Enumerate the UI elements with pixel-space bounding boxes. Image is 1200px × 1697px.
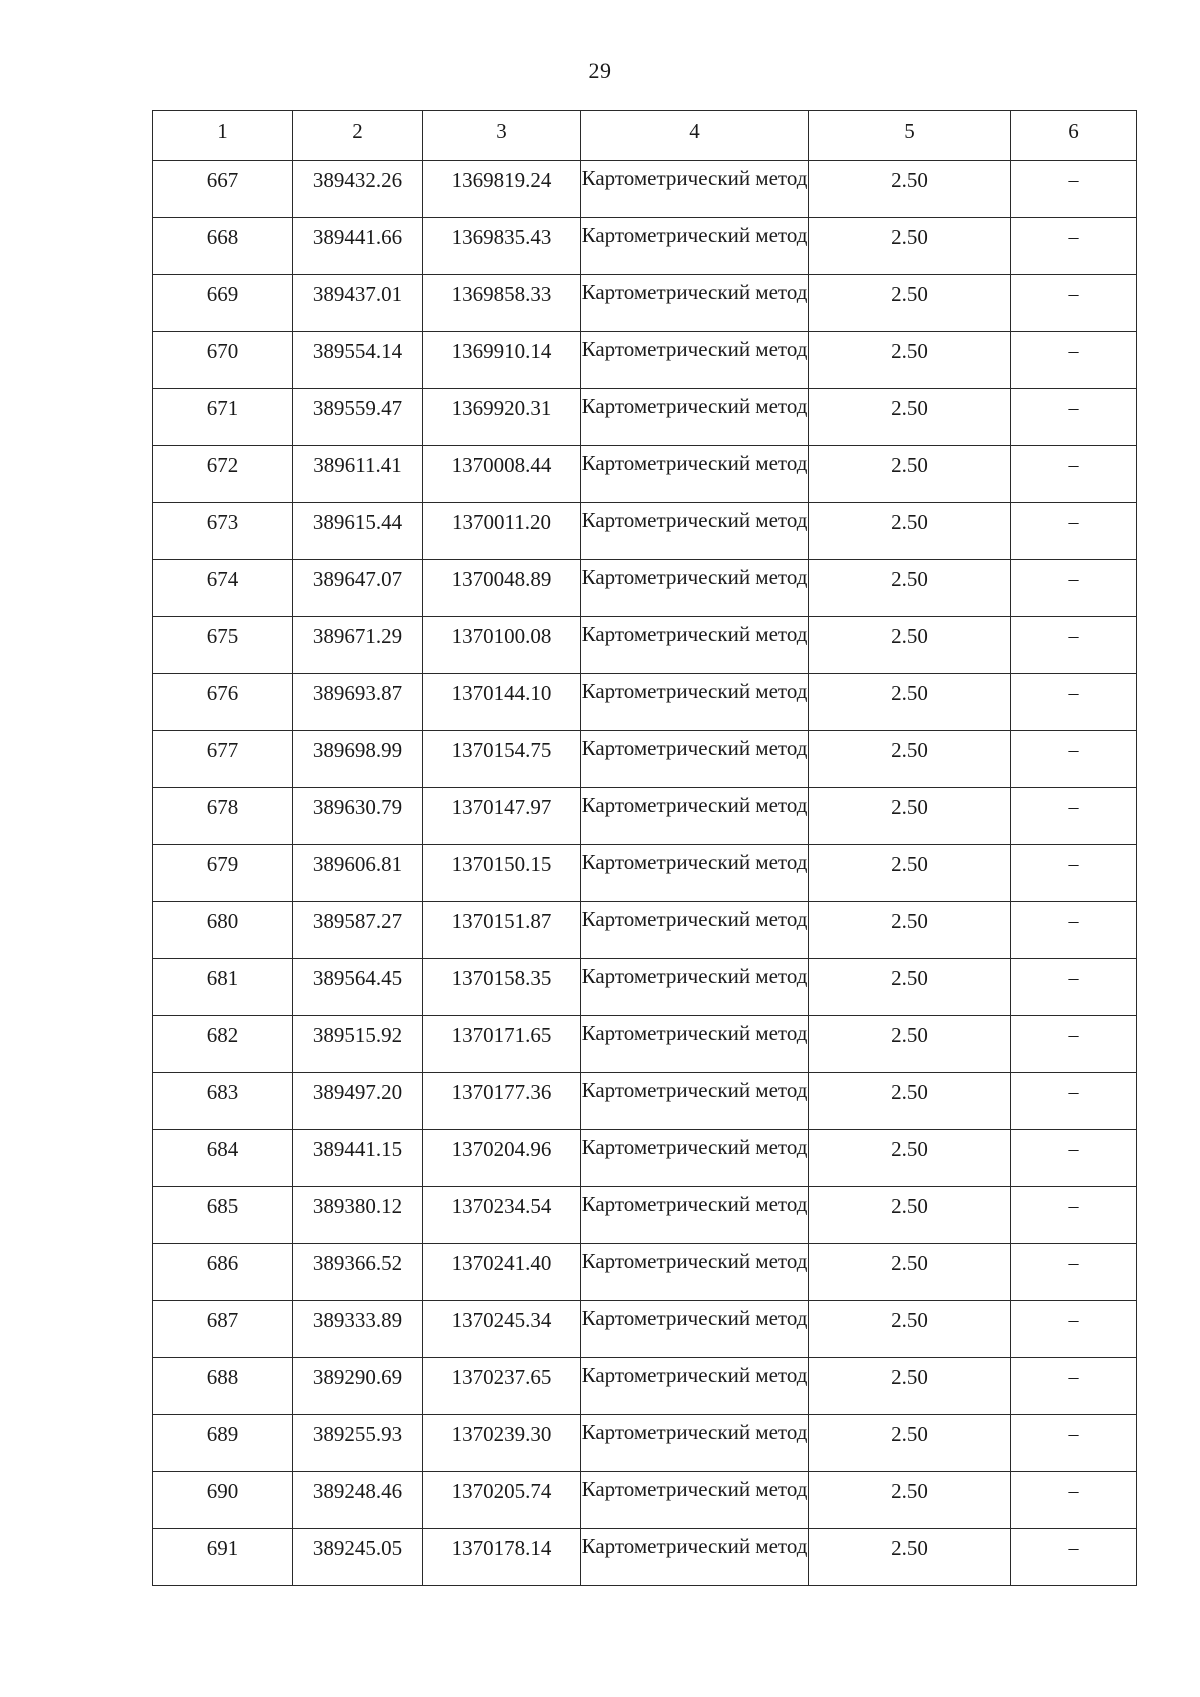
y-coordinate-cell: 1370239.30 — [423, 1415, 581, 1472]
note-cell: – — [1011, 1187, 1137, 1244]
table-row — [153, 1016, 1137, 1073]
header-cell-1: 1 — [153, 111, 293, 161]
table-header — [153, 111, 1137, 161]
point-number-cell: 682 — [153, 1016, 293, 1073]
x-coordinate-cell: 389380.12 — [293, 1187, 423, 1244]
point-number-cell: 683 — [153, 1073, 293, 1130]
y-coordinate-cell: 1370245.34 — [423, 1301, 581, 1358]
accuracy-cell: 2.50 — [809, 218, 1011, 275]
note-cell: – — [1011, 1472, 1137, 1529]
method-cell: Картометрический метод — [581, 1415, 809, 1472]
point-number-cell: 686 — [153, 1244, 293, 1301]
method-cell: Картометрический метод — [581, 788, 809, 845]
note-cell: – — [1011, 1529, 1137, 1586]
table-row — [153, 503, 1137, 560]
table-row — [153, 1073, 1137, 1130]
table-row — [153, 788, 1137, 845]
table-row — [153, 389, 1137, 446]
accuracy-cell: 2.50 — [809, 1187, 1011, 1244]
point-number-cell: 667 — [153, 161, 293, 218]
x-coordinate-cell: 389441.15 — [293, 1130, 423, 1187]
x-coordinate-cell: 389515.92 — [293, 1016, 423, 1073]
point-number-cell: 687 — [153, 1301, 293, 1358]
accuracy-cell: 2.50 — [809, 845, 1011, 902]
accuracy-cell: 2.50 — [809, 560, 1011, 617]
note-cell: – — [1011, 617, 1137, 674]
table-row — [153, 1187, 1137, 1244]
note-cell: – — [1011, 161, 1137, 218]
note-cell: – — [1011, 389, 1137, 446]
accuracy-cell: 2.50 — [809, 902, 1011, 959]
method-cell: Картометрический метод — [581, 959, 809, 1016]
point-number-cell: 675 — [153, 617, 293, 674]
table-row — [153, 275, 1137, 332]
x-coordinate-cell: 389647.07 — [293, 560, 423, 617]
method-cell: Картометрический метод — [581, 275, 809, 332]
accuracy-cell: 2.50 — [809, 389, 1011, 446]
accuracy-cell: 2.50 — [809, 503, 1011, 560]
accuracy-cell: 2.50 — [809, 1529, 1011, 1586]
y-coordinate-cell: 1369910.14 — [423, 332, 581, 389]
method-cell: Картометрический метод — [581, 332, 809, 389]
method-cell: Картометрический метод — [581, 1244, 809, 1301]
point-number-cell: 691 — [153, 1529, 293, 1586]
note-cell: – — [1011, 218, 1137, 275]
accuracy-cell: 2.50 — [809, 1415, 1011, 1472]
note-cell: – — [1011, 1016, 1137, 1073]
x-coordinate-cell: 389245.05 — [293, 1529, 423, 1586]
y-coordinate-cell: 1370154.75 — [423, 731, 581, 788]
x-coordinate-cell: 389671.29 — [293, 617, 423, 674]
x-coordinate-cell: 389615.44 — [293, 503, 423, 560]
y-coordinate-cell: 1370237.65 — [423, 1358, 581, 1415]
table-row — [153, 161, 1137, 218]
y-coordinate-cell: 1370241.40 — [423, 1244, 581, 1301]
note-cell: – — [1011, 1301, 1137, 1358]
y-coordinate-cell: 1370151.87 — [423, 902, 581, 959]
header-cell-4: 4 — [581, 111, 809, 161]
accuracy-cell: 2.50 — [809, 959, 1011, 1016]
point-number-cell: 689 — [153, 1415, 293, 1472]
header-row — [153, 111, 1137, 161]
note-cell: – — [1011, 275, 1137, 332]
table-row — [153, 845, 1137, 902]
x-coordinate-cell: 389366.52 — [293, 1244, 423, 1301]
y-coordinate-cell: 1370147.97 — [423, 788, 581, 845]
method-cell: Картометрический метод — [581, 1187, 809, 1244]
method-cell: Картометрический метод — [581, 446, 809, 503]
x-coordinate-cell: 389497.20 — [293, 1073, 423, 1130]
table-row — [153, 617, 1137, 674]
y-coordinate-cell: 1370144.10 — [423, 674, 581, 731]
point-number-cell: 680 — [153, 902, 293, 959]
point-number-cell: 684 — [153, 1130, 293, 1187]
x-coordinate-cell: 389333.89 — [293, 1301, 423, 1358]
accuracy-cell: 2.50 — [809, 1016, 1011, 1073]
y-coordinate-cell: 1370100.08 — [423, 617, 581, 674]
y-coordinate-cell: 1370048.89 — [423, 560, 581, 617]
point-number-cell: 668 — [153, 218, 293, 275]
table-row — [153, 1472, 1137, 1529]
accuracy-cell: 2.50 — [809, 332, 1011, 389]
point-number-cell: 674 — [153, 560, 293, 617]
y-coordinate-cell: 1369835.43 — [423, 218, 581, 275]
method-cell: Картометрический метод — [581, 617, 809, 674]
header-cell-2: 2 — [293, 111, 423, 161]
point-number-cell: 669 — [153, 275, 293, 332]
note-cell: – — [1011, 1130, 1137, 1187]
point-number-cell: 677 — [153, 731, 293, 788]
table-row — [153, 1415, 1137, 1472]
table-row — [153, 1244, 1137, 1301]
method-cell: Картометрический метод — [581, 731, 809, 788]
x-coordinate-cell: 389441.66 — [293, 218, 423, 275]
y-coordinate-cell: 1370008.44 — [423, 446, 581, 503]
y-coordinate-cell: 1370150.15 — [423, 845, 581, 902]
note-cell: – — [1011, 788, 1137, 845]
accuracy-cell: 2.50 — [809, 1472, 1011, 1529]
note-cell: – — [1011, 1073, 1137, 1130]
method-cell: Картометрический метод — [581, 1529, 809, 1586]
note-cell: – — [1011, 1415, 1137, 1472]
y-coordinate-cell: 1370178.14 — [423, 1529, 581, 1586]
y-coordinate-cell: 1370205.74 — [423, 1472, 581, 1529]
y-coordinate-cell: 1369858.33 — [423, 275, 581, 332]
accuracy-cell: 2.50 — [809, 788, 1011, 845]
point-number-cell: 673 — [153, 503, 293, 560]
accuracy-cell: 2.50 — [809, 1073, 1011, 1130]
note-cell: – — [1011, 1244, 1137, 1301]
note-cell: – — [1011, 959, 1137, 1016]
x-coordinate-cell: 389248.46 — [293, 1472, 423, 1529]
accuracy-cell: 2.50 — [809, 731, 1011, 788]
point-number-cell: 670 — [153, 332, 293, 389]
method-cell: Картометрический метод — [581, 1472, 809, 1529]
x-coordinate-cell: 389564.45 — [293, 959, 423, 1016]
note-cell: – — [1011, 332, 1137, 389]
note-cell: – — [1011, 845, 1137, 902]
y-coordinate-cell: 1370177.36 — [423, 1073, 581, 1130]
accuracy-cell: 2.50 — [809, 1301, 1011, 1358]
note-cell: – — [1011, 731, 1137, 788]
method-cell: Картометрический метод — [581, 674, 809, 731]
y-coordinate-cell: 1370158.35 — [423, 959, 581, 1016]
note-cell: – — [1011, 902, 1137, 959]
y-coordinate-cell: 1370011.20 — [423, 503, 581, 560]
point-number-cell: 679 — [153, 845, 293, 902]
point-number-cell: 671 — [153, 389, 293, 446]
point-number-cell: 678 — [153, 788, 293, 845]
note-cell: – — [1011, 1358, 1137, 1415]
accuracy-cell: 2.50 — [809, 1244, 1011, 1301]
accuracy-cell: 2.50 — [809, 1130, 1011, 1187]
method-cell: Картометрический метод — [581, 845, 809, 902]
point-number-cell: 681 — [153, 959, 293, 1016]
note-cell: – — [1011, 560, 1137, 617]
method-cell: Картометрический метод — [581, 218, 809, 275]
method-cell: Картометрический метод — [581, 560, 809, 617]
x-coordinate-cell: 389693.87 — [293, 674, 423, 731]
page-number: 29 — [588, 58, 612, 83]
method-cell: Картометрический метод — [581, 503, 809, 560]
point-number-cell: 676 — [153, 674, 293, 731]
method-cell: Картометрический метод — [581, 389, 809, 446]
header-cell-3: 3 — [423, 111, 581, 161]
method-cell: Картометрический метод — [581, 902, 809, 959]
table-row — [153, 218, 1137, 275]
y-coordinate-cell: 1370234.54 — [423, 1187, 581, 1244]
note-cell: – — [1011, 674, 1137, 731]
table-row — [153, 1358, 1137, 1415]
method-cell: Картометрический метод — [581, 1301, 809, 1358]
table-row — [153, 1130, 1137, 1187]
table-row — [153, 332, 1137, 389]
table-body — [153, 161, 1137, 1586]
x-coordinate-cell: 389255.93 — [293, 1415, 423, 1472]
table-row — [153, 902, 1137, 959]
point-number-cell: 672 — [153, 446, 293, 503]
point-number-cell: 685 — [153, 1187, 293, 1244]
x-coordinate-cell: 389587.27 — [293, 902, 423, 959]
method-cell: Картометрический метод — [581, 161, 809, 218]
method-cell: Картометрический метод — [581, 1016, 809, 1073]
x-coordinate-cell: 389698.99 — [293, 731, 423, 788]
x-coordinate-cell: 389290.69 — [293, 1358, 423, 1415]
coordinates-table — [152, 110, 1137, 1586]
table-row — [153, 959, 1137, 1016]
x-coordinate-cell: 389437.01 — [293, 275, 423, 332]
table-row — [153, 731, 1137, 788]
x-coordinate-cell: 389611.41 — [293, 446, 423, 503]
x-coordinate-cell: 389432.26 — [293, 161, 423, 218]
y-coordinate-cell: 1369920.31 — [423, 389, 581, 446]
header-cell-6: 6 — [1011, 111, 1137, 161]
point-number-cell: 690 — [153, 1472, 293, 1529]
accuracy-cell: 2.50 — [809, 161, 1011, 218]
method-cell: Картометрический метод — [581, 1130, 809, 1187]
table-row — [153, 1301, 1137, 1358]
table-row — [153, 674, 1137, 731]
accuracy-cell: 2.50 — [809, 275, 1011, 332]
method-cell: Картометрический метод — [581, 1073, 809, 1130]
y-coordinate-cell: 1369819.24 — [423, 161, 581, 218]
x-coordinate-cell: 389554.14 — [293, 332, 423, 389]
table-row — [153, 446, 1137, 503]
accuracy-cell: 2.50 — [809, 1358, 1011, 1415]
y-coordinate-cell: 1370204.96 — [423, 1130, 581, 1187]
note-cell: – — [1011, 503, 1137, 560]
point-number-cell: 688 — [153, 1358, 293, 1415]
method-cell: Картометрический метод — [581, 1358, 809, 1415]
note-cell: – — [1011, 446, 1137, 503]
header-cell-5: 5 — [809, 111, 1011, 161]
table-row — [153, 560, 1137, 617]
x-coordinate-cell: 389630.79 — [293, 788, 423, 845]
accuracy-cell: 2.50 — [809, 674, 1011, 731]
x-coordinate-cell: 389606.81 — [293, 845, 423, 902]
table-row — [153, 1529, 1137, 1586]
x-coordinate-cell: 389559.47 — [293, 389, 423, 446]
y-coordinate-cell: 1370171.65 — [423, 1016, 581, 1073]
accuracy-cell: 2.50 — [809, 446, 1011, 503]
accuracy-cell: 2.50 — [809, 617, 1011, 674]
